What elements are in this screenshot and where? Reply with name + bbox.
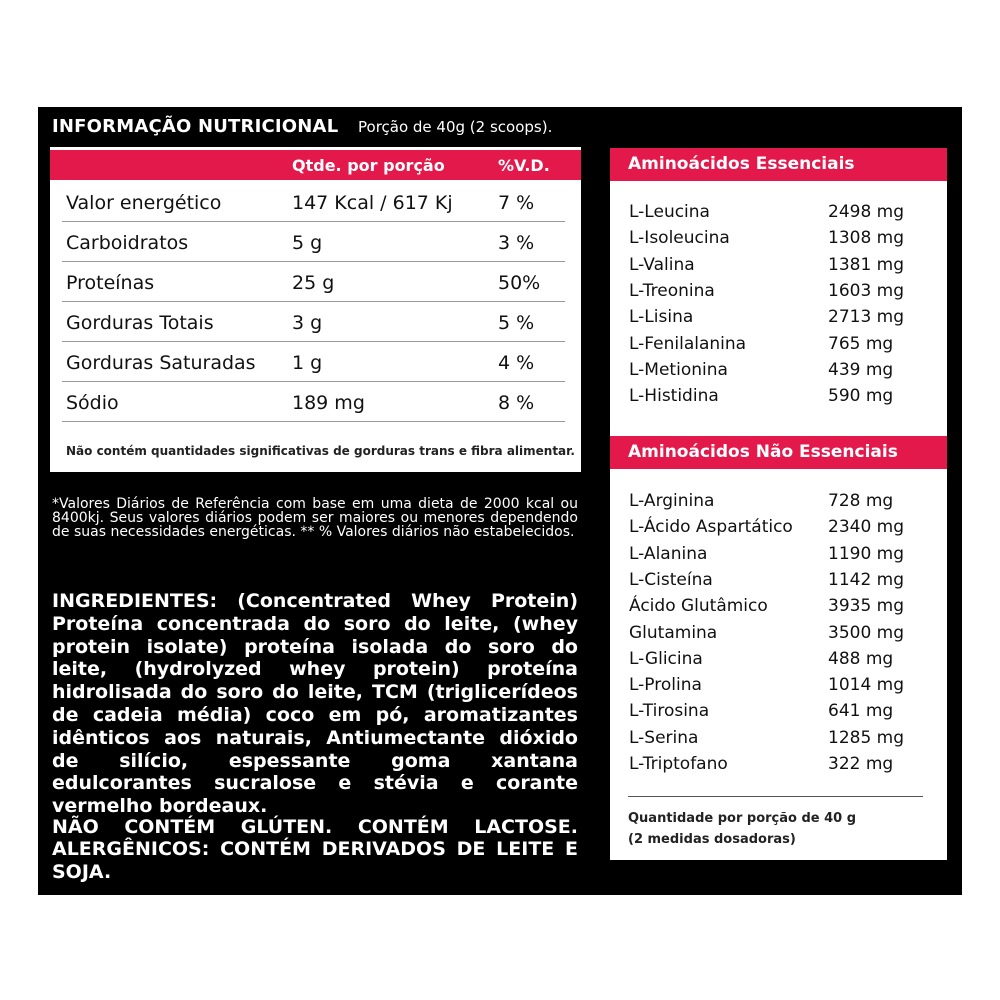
nutrition-title: INFORMAÇÃO NUTRICIONAL	[52, 116, 339, 137]
dv-header: %V.D.	[498, 156, 550, 175]
amino-value: 590 mg	[828, 386, 894, 407]
amino-row	[610, 358, 947, 384]
amino-row	[610, 305, 947, 331]
amino-value: 728 mg	[828, 491, 894, 511]
amino-name: L-Metionina	[629, 359, 728, 380]
amino-value: 2340 mg	[828, 517, 905, 538]
nutrient-name: Valor energético	[66, 192, 222, 214]
amino-value: 1190 mg	[828, 543, 905, 564]
amino-name: L-Fenilalanina	[629, 333, 747, 354]
nutrient-name: Gorduras Totais	[66, 312, 214, 334]
row-divider	[62, 421, 565, 422]
serving-size: Porção de 40g (2 scoops).	[358, 118, 553, 136]
amino-row	[610, 699, 947, 725]
amino-footnote-line: Quantidade por porção de 40 g	[628, 811, 857, 826]
amino-value: 439 mg	[828, 359, 894, 380]
nutrient-name: Carboidratos	[66, 232, 189, 254]
amino-value: 2713 mg	[828, 307, 905, 328]
nutrition-table	[50, 147, 581, 472]
nutrient-qty: 3 g	[292, 312, 323, 334]
essential-amino-title: Aminoácidos Essenciais	[628, 154, 855, 174]
amino-name: L-Lisina	[629, 307, 694, 328]
amino-name: L-Cisteína	[629, 569, 713, 590]
amino-name: L-Tirosina	[629, 701, 710, 722]
nutrient-name: Sódio	[66, 392, 119, 414]
nutrition-note: Não contém quantidades significativas de gorduras trans e fibra alimentar.	[66, 444, 575, 458]
amino-acids-panel	[610, 148, 947, 860]
amino-name: L-Leucina	[629, 202, 710, 222]
amino-footnote	[628, 808, 856, 850]
daily-values-note: *Valores Diários de Referência com base em uma dieta de 2000 kcal ou 8400kj. Seus valores diários podem ser maiores ou menores dependendo de suas necessidades energéticas. ** % Valores diários não estabelecidos.	[52, 496, 578, 540]
nutrient-qty: 25 g	[292, 272, 335, 294]
amino-row	[610, 226, 947, 252]
amino-row	[610, 332, 947, 358]
amino-name: L-Triptofano	[629, 754, 728, 774]
amino-name: L-Treonina	[629, 280, 715, 301]
non-essential-amino-header	[610, 436, 947, 469]
amino-row	[610, 384, 947, 410]
nutrition-row	[50, 182, 581, 222]
nutrition-row	[50, 382, 581, 422]
amino-row	[610, 621, 947, 647]
amino-row	[610, 200, 947, 226]
amino-value: 1381 mg	[828, 254, 905, 275]
amino-value: 322 mg	[828, 754, 894, 774]
amino-name: L-Arginina	[629, 491, 715, 511]
amino-row	[610, 752, 947, 778]
nutrient-dv: 3 %	[498, 232, 535, 254]
amino-value: 765 mg	[828, 333, 894, 354]
amino-row	[610, 279, 947, 305]
amino-value: 1142 mg	[828, 569, 905, 590]
amino-name: L-Prolina	[629, 675, 702, 696]
nutrient-qty: 147 Kcal / 617 Kj	[292, 192, 453, 214]
amino-row	[610, 568, 947, 594]
amino-value: 1285 mg	[828, 727, 905, 748]
amino-name: Glutamina	[629, 622, 718, 643]
amino-value: 1308 mg	[828, 228, 905, 249]
nutrition-table-header	[50, 150, 581, 180]
amino-row	[610, 253, 947, 279]
nutrition-row	[50, 342, 581, 382]
amino-row	[610, 673, 947, 699]
amino-row	[610, 594, 947, 620]
amino-row	[610, 726, 947, 752]
amino-row	[610, 542, 947, 568]
amino-name: L-Glicina	[629, 648, 703, 669]
ingredients-text: INGREDIENTES: (Concentrated Whey Protein) Proteína concentrada do soro do leite, (whey protein isolate) proteína isolada do soro do leite, (hydrolyzed whey protein) proteína hidrolisada do soro do leite, TCM (triglicerídeos de cadeia média) coco em pó, aromatizantes idênticos aos naturais, Antiumectante dióxido de silício, espessante goma xantana edulcorantes sucralose e stévia e corante vermelho bordeaux.	[52, 590, 578, 818]
nutrient-dv: 8 %	[498, 392, 535, 414]
amino-value: 3935 mg	[828, 596, 905, 617]
essential-amino-header	[610, 148, 947, 181]
nutrient-name: Proteínas	[66, 272, 155, 294]
amino-divider	[628, 796, 923, 797]
qty-header: Qtde. por porção	[292, 156, 445, 175]
nutrition-row	[50, 262, 581, 302]
nutrient-qty: 189 mg	[292, 392, 365, 414]
amino-row	[610, 515, 947, 541]
amino-value: 488 mg	[828, 648, 894, 669]
nutrient-dv: 4 %	[498, 352, 535, 374]
nutrient-name: Gorduras Saturadas	[66, 352, 256, 374]
amino-row	[610, 489, 947, 515]
amino-name: L-Serina	[629, 727, 699, 748]
nutrient-dv: 7 %	[498, 192, 535, 214]
amino-value: 3500 mg	[828, 622, 905, 643]
nutrient-qty: 1 g	[292, 352, 323, 374]
amino-value: 1014 mg	[828, 675, 905, 696]
nutrient-dv: 50%	[498, 272, 541, 294]
amino-name: L-Histidina	[629, 386, 719, 407]
amino-value: 2498 mg	[828, 202, 905, 222]
nutrition-row	[50, 302, 581, 342]
amino-footnote-line: (2 medidas dosadoras)	[628, 832, 796, 847]
nutrient-qty: 5 g	[292, 232, 323, 254]
nutrition-row	[50, 222, 581, 262]
amino-row	[610, 647, 947, 673]
amino-name: L-Valina	[629, 254, 695, 275]
nutrient-dv: 5 %	[498, 312, 535, 334]
amino-name: L-Isoleucina	[629, 228, 730, 249]
amino-name: Ácido Glutâmico	[629, 596, 768, 617]
amino-name: L-Ácido Aspartático	[629, 517, 793, 538]
non-essential-amino-title: Aminoácidos Não Essenciais	[628, 442, 898, 462]
amino-value: 1603 mg	[828, 280, 905, 301]
allergens-text: NÃO CONTÉM GLÚTEN. CONTÉM LACTOSE. ALERGÊNICOS: CONTÉM DERIVADOS DE LEITE E SOJA.	[52, 816, 578, 883]
amino-value: 641 mg	[828, 701, 894, 722]
amino-name: L-Alanina	[629, 543, 708, 564]
